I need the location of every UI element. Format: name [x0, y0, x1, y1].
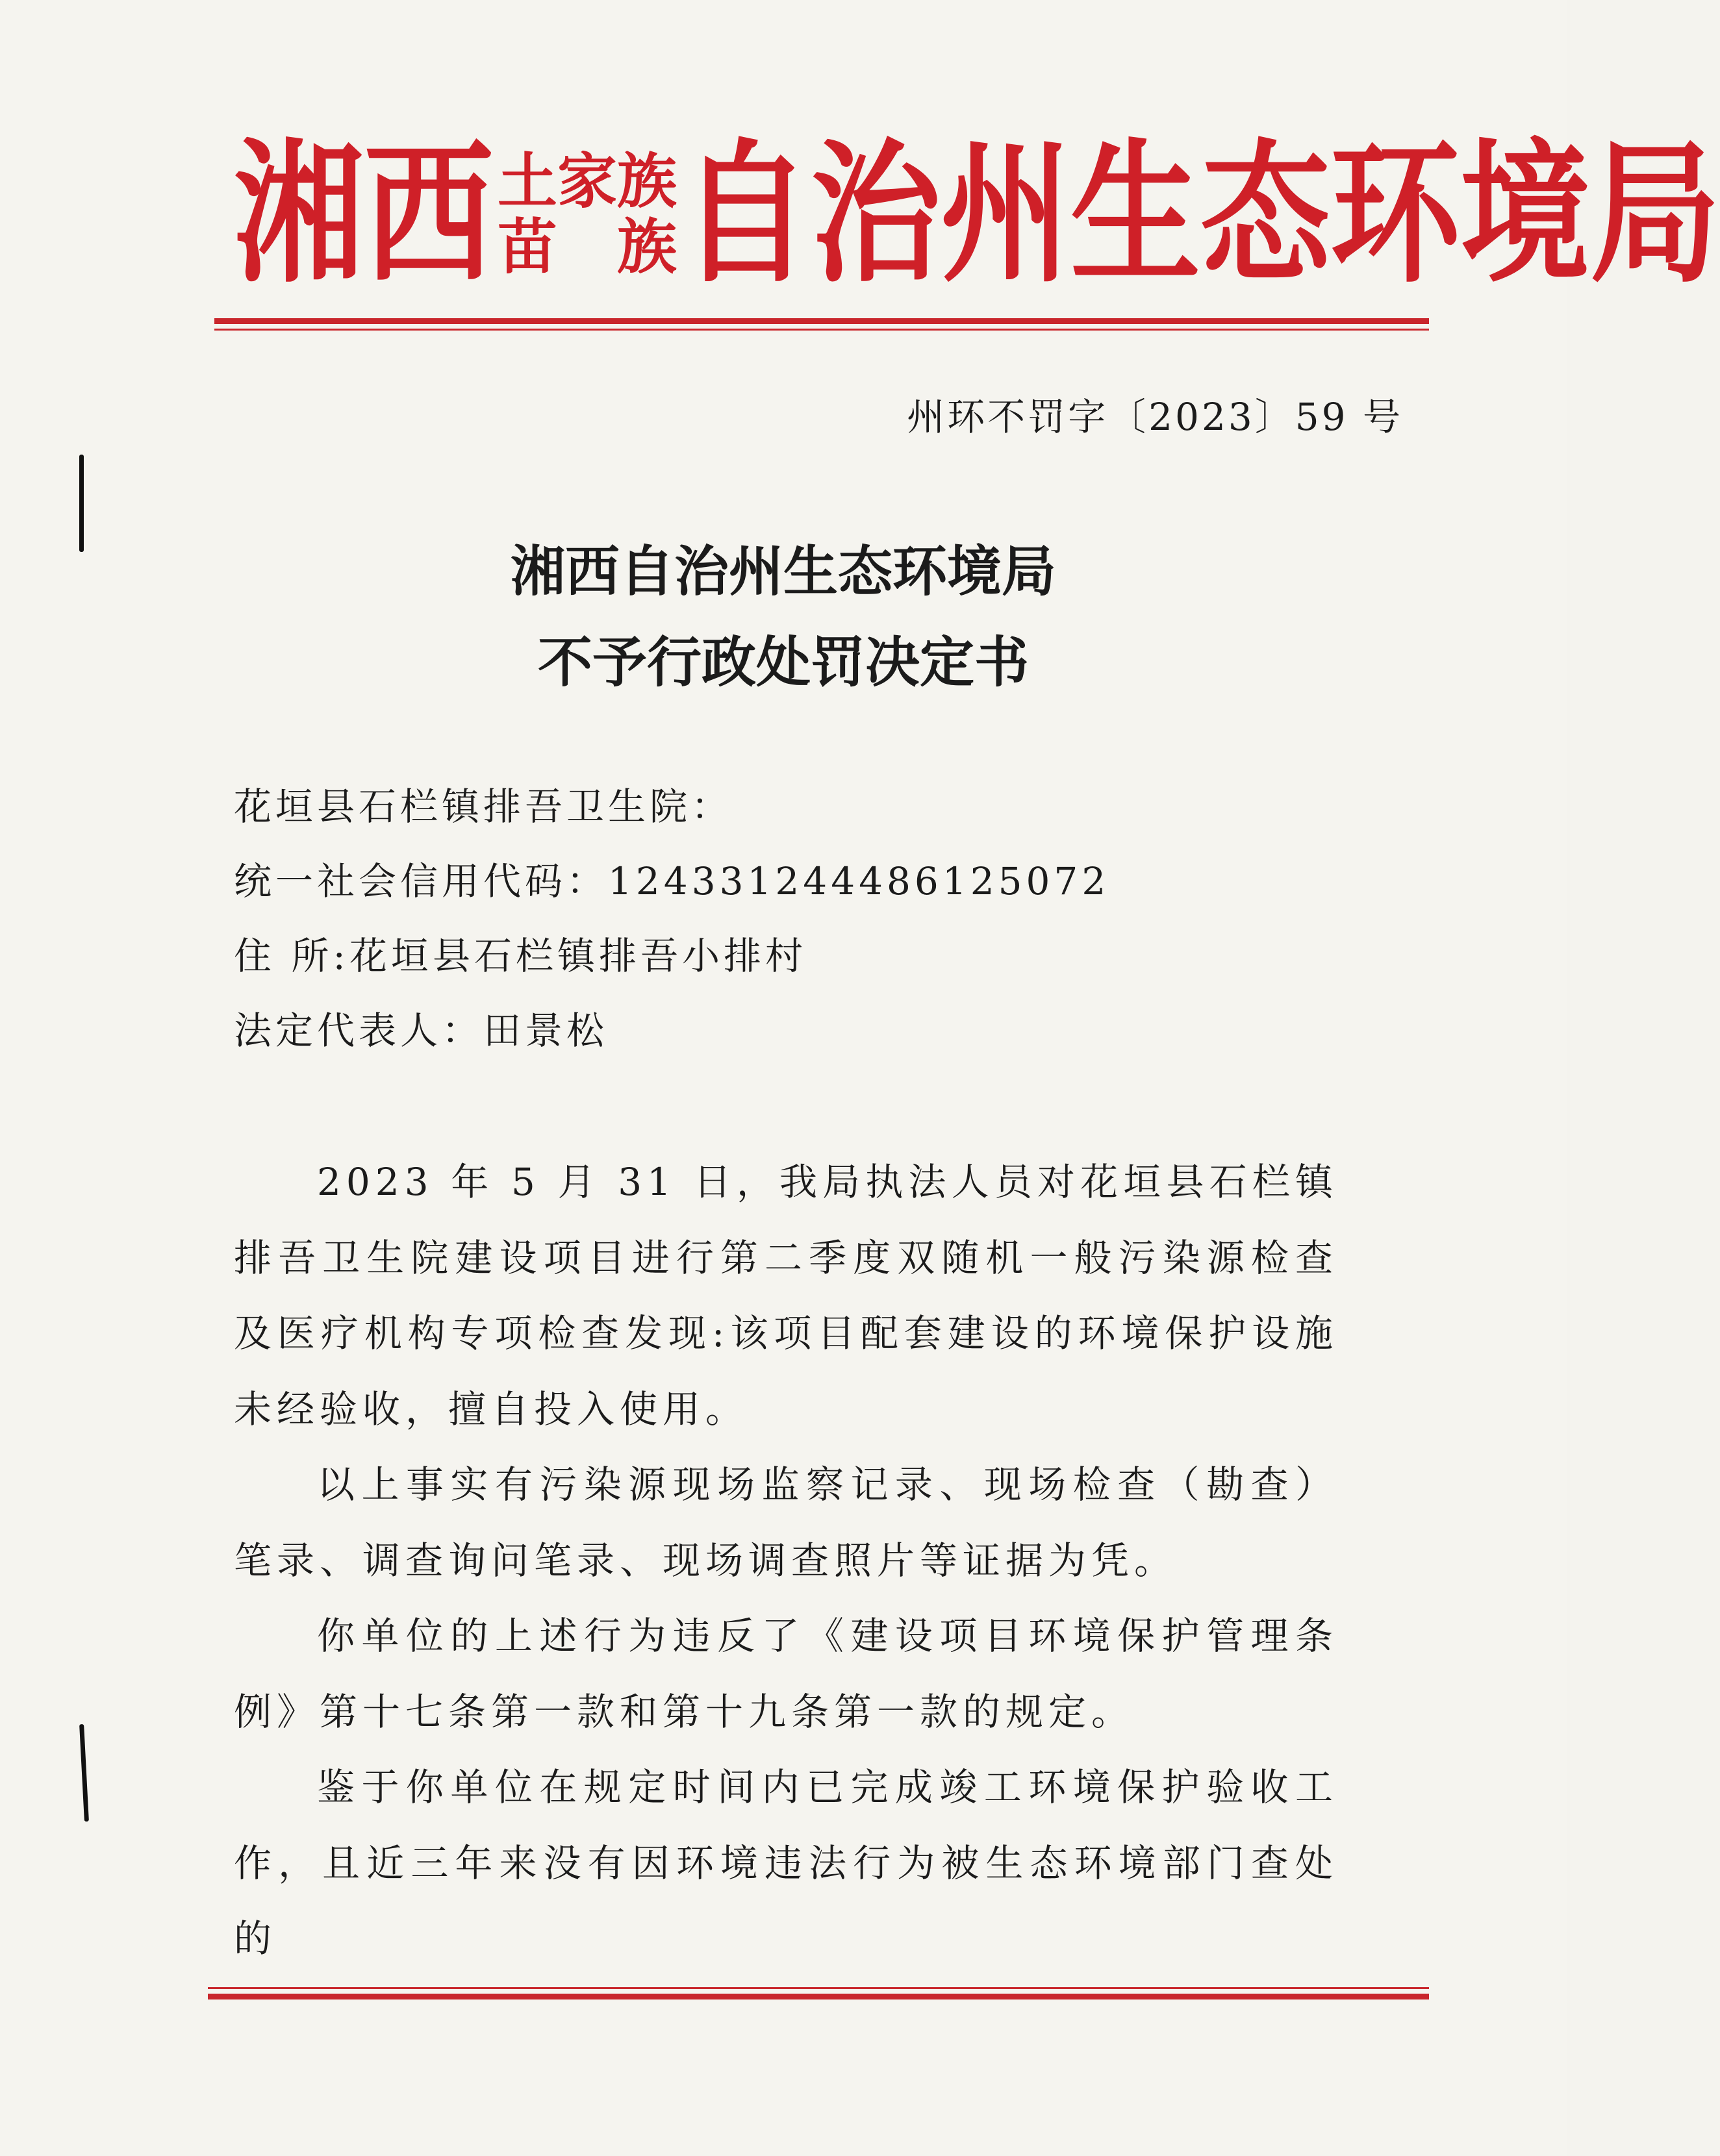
- document-number: 州环不罚字〔2023〕59 号: [907, 395, 1403, 439]
- binding-margin-mark-bottom: [79, 1724, 89, 1822]
- footer-thick-line: [208, 1994, 1429, 1999]
- footer-divider: [208, 1987, 1429, 1999]
- letterhead-stack-bottom: 苗 族: [498, 212, 677, 282]
- letterhead: [234, 120, 1720, 308]
- addressee-address: 住 所:花垣县石栏镇排吾小排村: [234, 934, 807, 978]
- addressee-name: 花垣县石栏镇排吾卫生院：: [234, 784, 733, 829]
- footer-thin-line: [208, 1987, 1429, 1989]
- binding-margin-mark-top: [79, 455, 84, 552]
- divider-thick-line: [214, 318, 1429, 324]
- title-line-2: 不予行政处罚决定书: [537, 630, 1029, 694]
- page-title: [195, 526, 1372, 708]
- body-paragraph-evidence: 以上事实有污染源现场监察记录、现场检查（勘查）笔录、调查询问笔录、现场调查照片等证据为凭。: [234, 1462, 1338, 1583]
- addressee-block: [234, 770, 1403, 1068]
- document-body: [234, 1144, 1338, 1977]
- addressee-credit-code: 统一社会信用代码：124331244486125072: [234, 859, 1110, 903]
- title-line-1: 湘西自治州生态环境局: [510, 539, 1056, 603]
- body-paragraph-facts: 2023 年 5 月 31 日，我局执法人员对花垣县石栏镇排吾卫生院建设项目进行第二季度双随机一般污染源检查及医疗机构专项检查发现:该项目配套建设的环境保护设施未经验收，擅自投入使用。: [234, 1160, 1338, 1431]
- letterhead-stack-top: 土家族: [498, 145, 677, 216]
- letterhead-part1: 湘西: [234, 123, 494, 305]
- divider-thin-line: [214, 329, 1429, 331]
- body-paragraph-mitigation: 鉴于你单位在规定时间内已完成竣工环境保护验收工作，且近三年来没有因环境违法行为被生态环境部门查处的: [234, 1765, 1338, 1961]
- body-paragraph-violation: 你单位的上述行为违反了《建设项目环境保护管理条例》第十七条第一款和第十九条第一款的规定。: [234, 1614, 1338, 1734]
- letterhead-ethnic-stack: [498, 145, 677, 282]
- letterhead-part2: 自治州生态环境局: [681, 123, 1720, 305]
- addressee-legal-representative: 法定代表人：田景松: [234, 1009, 609, 1053]
